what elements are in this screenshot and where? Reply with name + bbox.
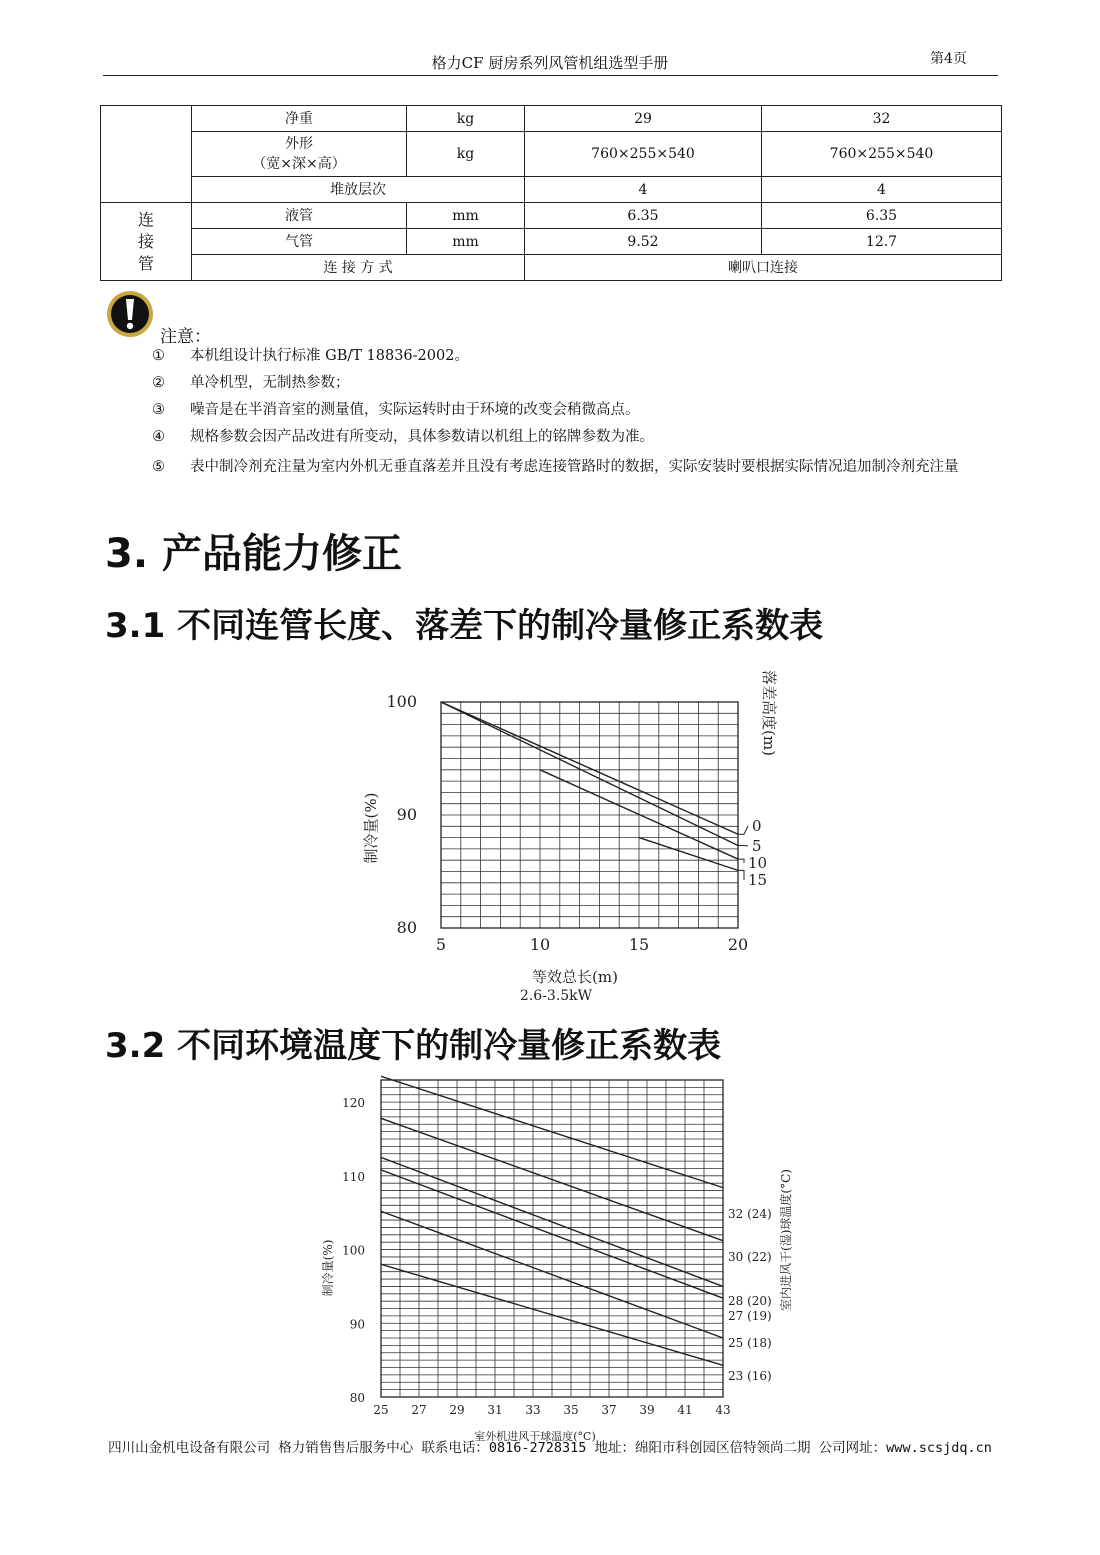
y-tick-label: 110 <box>342 1169 365 1184</box>
x-tick-label: 37 <box>601 1403 617 1417</box>
x-tick-label: 29 <box>449 1403 465 1417</box>
row-label: 连 接 方 式 <box>192 255 525 281</box>
legend-label: 15 <box>748 871 768 889</box>
legend-label: 32 (24) <box>728 1207 772 1221</box>
row-value-1: 6.35 <box>525 203 762 229</box>
footer-contact: 四川山金机电设备有限公司 格力销售售后服务中心 联系电话：0816-2728315 地址：绵阳市科创园区倍特领尚二期 公司网址：www.scsjdq.cn <box>108 1440 992 1456</box>
note-number: ⑤ <box>152 459 165 475</box>
section-title: 3.2 不同环境温度下的制冷量修正系数表 <box>105 1026 722 1066</box>
y-tick-label: 120 <box>342 1096 365 1111</box>
row-value-2: 6.35 <box>762 203 1002 229</box>
row-value-2: 4 <box>762 177 1002 203</box>
note-number: ④ <box>152 429 165 445</box>
note-number: ① <box>152 348 165 364</box>
x-tick-label: 27 <box>411 1403 427 1417</box>
legend-label: 25 (18) <box>728 1336 772 1350</box>
row-unit: mm <box>407 203 525 229</box>
y-tick-label: 90 <box>349 1317 365 1332</box>
group-char: 连 <box>137 209 154 229</box>
page-number: 第4页 <box>930 51 967 67</box>
legend-label: 23 (16) <box>728 1369 772 1383</box>
group-char: 接 <box>137 231 154 251</box>
header-title: 格力CF 厨房系列风管机组选型手册 <box>431 54 669 72</box>
row-unit: kg <box>407 132 525 177</box>
x-axis-label: 等效总长(m) <box>532 968 618 986</box>
section-title: 3.1 不同连管长度、落差下的制冷量修正系数表 <box>105 606 824 646</box>
row-value-2: 32 <box>762 106 1002 132</box>
row-value-1: 4 <box>525 177 762 203</box>
row-unit: kg <box>407 106 525 132</box>
row-label: 堆放层次 <box>192 177 525 203</box>
row-value: 喇叭口连接 <box>525 255 1002 281</box>
x-tick-label: 39 <box>639 1403 655 1417</box>
chart-subtitle: 2.6-3.5kW <box>519 988 593 1004</box>
y-tick-label: 80 <box>396 918 417 937</box>
note-text: 表中制冷剂充注量为室内外机无垂直落差并且没有考虑连接管路时的数据，实际安装时要根据实际情况追加制冷剂充注量 <box>190 459 959 475</box>
x-tick-label: 35 <box>563 1403 579 1417</box>
note-text: 噪音是在半消音室的测量值，实际运转时由于环境的改变会稍微高点。 <box>190 402 640 418</box>
legend-title: 落差高度(m) <box>760 670 778 756</box>
row-value-2: 12.7 <box>762 229 1002 255</box>
legend-label: 10 <box>748 854 768 872</box>
y-tick-label: 100 <box>386 692 417 711</box>
group-char: 管 <box>137 253 154 273</box>
y-tick-label: 100 <box>342 1243 365 1258</box>
row-label-line: （宽×深×高） <box>252 156 346 172</box>
x-tick-label: 31 <box>487 1403 503 1417</box>
note-text: 规格参数会因产品改进有所变动，具体参数请以机组上的铭牌参数为准。 <box>190 429 654 445</box>
x-tick-label: 41 <box>677 1403 693 1417</box>
note-text: 本机组设计执行标准 GB/T 18836-2002。 <box>190 348 469 364</box>
row-label: 净重 <box>192 106 407 132</box>
x-tick-label: 15 <box>628 935 650 954</box>
row-label-line: 外形 <box>285 136 313 152</box>
legend-label: 5 <box>752 837 762 855</box>
y-axis-label: 制冷量(%) <box>362 792 380 864</box>
x-tick-label: 20 <box>727 935 749 954</box>
row-value-2: 760×255×540 <box>762 132 1002 177</box>
x-tick-label: 43 <box>715 1403 731 1417</box>
y-tick-label: 90 <box>396 805 417 824</box>
note-number: ③ <box>152 402 165 418</box>
y-axis-label: 制冷量(%) <box>321 1239 335 1297</box>
legend-label: 27 (19) <box>728 1309 772 1323</box>
x-tick-label: 10 <box>529 935 551 954</box>
x-tick-label: 5 <box>435 935 447 954</box>
row-label: 气管 <box>192 229 407 255</box>
note-number: ② <box>152 375 165 391</box>
x-axis-label: 室外机进风干球温度(°C) <box>474 1430 596 1443</box>
notes-title: 注意： <box>160 327 211 347</box>
row-unit: mm <box>407 229 525 255</box>
legend-label: 30 (22) <box>728 1250 772 1264</box>
row-value-1: 9.52 <box>525 229 762 255</box>
section-title: 3. 产品能力修正 <box>105 531 402 577</box>
row-value-1: 29 <box>525 106 762 132</box>
legend-label: 0 <box>752 817 762 835</box>
x-tick-label: 33 <box>525 1403 541 1417</box>
row-value-1: 760×255×540 <box>525 132 762 177</box>
legend-label: 28 (20) <box>728 1294 772 1308</box>
note-text: 单冷机型，无制热参数； <box>190 375 350 391</box>
chart-legend <box>728 1207 772 1383</box>
y-tick-label: 80 <box>349 1391 365 1405</box>
legend-title: 室内进风干(湿)球温度(°C) <box>779 1169 793 1311</box>
row-label: 液管 <box>192 203 407 229</box>
x-tick-label: 25 <box>373 1403 389 1417</box>
